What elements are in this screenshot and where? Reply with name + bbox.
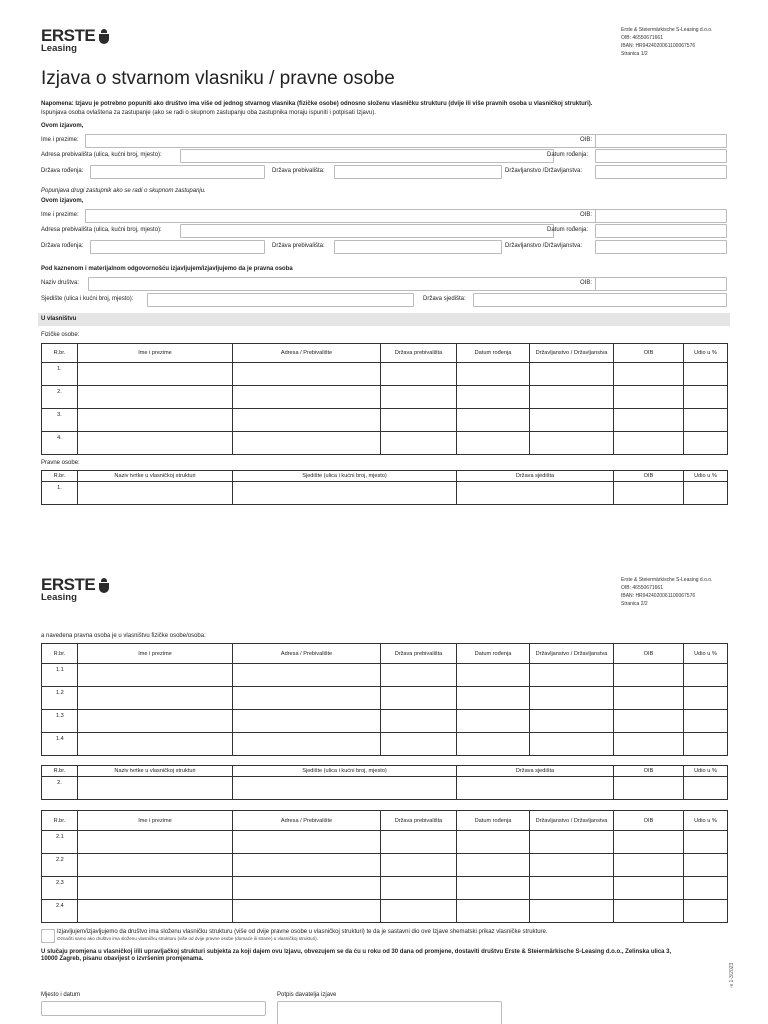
place-date-field[interactable]	[41, 1001, 266, 1016]
company-oib: OIB: 46550671661	[621, 35, 663, 41]
table-cell[interactable]	[684, 409, 728, 432]
page-2	[0, 560, 768, 1024]
table-cell[interactable]	[78, 482, 233, 505]
table-cell[interactable]	[457, 777, 614, 800]
table-cell[interactable]	[457, 664, 530, 687]
table-row	[42, 777, 728, 800]
table-cell[interactable]	[78, 363, 233, 386]
row-number: 2.	[42, 777, 78, 800]
table-cell[interactable]	[381, 877, 457, 900]
column-header: Naziv tvrtke u vlasničkoj strukturi	[78, 471, 233, 482]
column-header: Država prebivališta	[381, 644, 457, 664]
column-header: Ime i prezime	[78, 644, 233, 664]
row-number: 1.	[42, 482, 78, 505]
column-header: Državljanstvo / Državljanstva	[530, 811, 614, 831]
column-header: Država sjedišta	[457, 766, 614, 777]
row-number: 1.4	[42, 733, 78, 756]
column-header: Udio u %	[684, 644, 728, 664]
table-row	[42, 710, 728, 733]
company-naziv-field[interactable]	[88, 277, 608, 291]
second-rep-note: Popunjava drugi zastupnik ako se radi o skupnom zastupanju.	[41, 188, 206, 194]
column-header: Država sjedišta	[457, 471, 614, 482]
table-cell[interactable]	[233, 733, 381, 756]
drzava-prebivalista-label: Država prebivališta:	[272, 243, 325, 249]
table-cell[interactable]	[530, 710, 614, 733]
table-row	[42, 482, 728, 505]
p1-persons-table	[41, 343, 728, 455]
logo-sub: Leasing	[41, 43, 77, 54]
column-header: Naziv tvrtke u vlasničkoj strukturi	[78, 766, 233, 777]
table-cell[interactable]	[530, 687, 614, 710]
table-cell[interactable]	[381, 710, 457, 733]
page-number: Stranica 2/2	[621, 601, 648, 607]
rep1-drzavljanstvo-field[interactable]	[595, 165, 727, 179]
company-info	[621, 576, 712, 608]
place-date-label: Mjesto i datum	[41, 992, 81, 998]
rep1-drzava-rodjenja-field[interactable]	[90, 165, 265, 179]
checkbox-subtext: Označiti samo ako društvo ima složenu vlasničku strukturu (više od dvije pravne osobe (domaće ili strane) u vlasničkoj strukturi).	[57, 936, 318, 941]
table-cell[interactable]	[614, 710, 684, 733]
row-number: 2.3	[42, 877, 78, 900]
column-header: R.br.	[42, 644, 78, 664]
table-header-row	[42, 644, 728, 664]
company-iban: IBAN: HR9424020061100067576	[621, 593, 696, 599]
table-cell[interactable]	[457, 409, 530, 432]
rep2-drzava-rodjenja-field[interactable]	[90, 240, 265, 254]
company-sjediste-field[interactable]	[147, 293, 414, 307]
table-cell[interactable]	[457, 386, 530, 409]
table-cell[interactable]	[381, 854, 457, 877]
table-cell[interactable]	[614, 432, 684, 455]
table-cell[interactable]	[614, 386, 684, 409]
company-row-name	[41, 277, 727, 291]
table-cell[interactable]	[78, 777, 233, 800]
table-cell[interactable]	[684, 877, 728, 900]
table-cell[interactable]	[233, 854, 381, 877]
table-cell[interactable]	[530, 432, 614, 455]
column-header: R.br.	[42, 344, 78, 363]
table-cell[interactable]	[530, 900, 614, 923]
table-row	[42, 363, 728, 386]
table-cell[interactable]	[614, 687, 684, 710]
table-cell[interactable]	[233, 409, 381, 432]
drzava-rodjenja-label: Država rođenja:	[41, 168, 84, 174]
table-row	[42, 900, 728, 923]
table-cell[interactable]	[78, 386, 233, 409]
column-header: Adresa / Prebivalište	[233, 644, 381, 664]
table-cell[interactable]	[457, 482, 614, 505]
obligation-text-1: U slučaju promjena u vlasničkoj i/ili upravljačkoj strukturi subjekta za koji dajem ovu Izjavu, obvezujem se da ću u roku od 30 dana od promjene, dostaviti društvu Erste & Steiermärkische S-Leasing d.o.o., Zelinska ulica 3,	[41, 949, 672, 955]
row-number: 2.1	[42, 831, 78, 854]
rep2-row-country	[41, 240, 727, 254]
column-header: Sjedište (ulica i kućni broj, mjesto)	[233, 471, 457, 482]
table-cell[interactable]	[233, 664, 381, 687]
table-cell[interactable]	[684, 664, 728, 687]
p2-persons-table-a	[41, 643, 728, 756]
p2-intro: a navedena pravna osoba je u vlasništvu fizičke osobe/osoba:	[41, 633, 206, 639]
drzava-sjedista-label: Država sjedišta:	[423, 296, 466, 302]
table-row	[42, 831, 728, 854]
rep2-row-address	[41, 224, 727, 238]
drzava-rodjenja-label: Država rođenja:	[41, 243, 84, 249]
column-header: Udio u %	[684, 811, 728, 831]
table-cell[interactable]	[614, 733, 684, 756]
table-cell[interactable]	[614, 482, 684, 505]
company-name: Erste & Steiermärkische S-Leasing d.o.o.	[621, 27, 713, 33]
table-cell[interactable]	[457, 854, 530, 877]
p2-persons-table-b	[41, 810, 728, 923]
table-cell[interactable]	[78, 687, 233, 710]
table-cell[interactable]	[457, 687, 530, 710]
rep1-drzava-prebivalista-field[interactable]	[334, 165, 502, 179]
rep1-row-country	[41, 165, 727, 179]
rep1-adresa-field[interactable]	[180, 149, 554, 163]
table-cell[interactable]	[684, 710, 728, 733]
table-cell[interactable]	[381, 409, 457, 432]
table-header-row	[42, 344, 728, 363]
column-header: Adresa / Prebivalište	[233, 811, 381, 831]
company-oib: OIB: 46550671661	[621, 585, 663, 591]
table-cell[interactable]	[381, 432, 457, 455]
table-cell[interactable]	[233, 363, 381, 386]
table-cell[interactable]	[684, 854, 728, 877]
row-number: 1.1	[42, 664, 78, 687]
table-header-row	[42, 766, 728, 777]
company-drzava-sjedista-field[interactable]	[473, 293, 727, 307]
adresa-label: Adresa prebivališta (ulica, kućni broj, mjesto):	[41, 227, 162, 233]
p2-legal-table	[41, 765, 728, 800]
table-cell[interactable]	[684, 900, 728, 923]
note-text: Izjavu je potrebno popuniti ako društvo ima više od jednog stvarnog vlasnika (fizičke osobe) odnosno složenu vlasničku strukturu (dvije ili više pravnih osoba u vlasničkoj strukturi).	[75, 101, 593, 107]
table-cell[interactable]	[381, 386, 457, 409]
ovom-izjavom-2: Ovom izjavom,	[41, 198, 84, 204]
page-title: Izjava o stvarnom vlasniku / pravne osobe	[41, 68, 395, 89]
column-header: OIB	[614, 471, 684, 482]
table-cell[interactable]	[381, 664, 457, 687]
table-cell[interactable]	[78, 409, 233, 432]
company-oib-label: OIB:	[580, 280, 593, 286]
datum-label: Datum rođenja:	[547, 227, 589, 233]
table-cell[interactable]	[614, 363, 684, 386]
row-number: 3.	[42, 409, 78, 432]
column-header: Datum rođenja	[457, 644, 530, 664]
table-cell[interactable]	[530, 386, 614, 409]
drzava-prebivalista-label: Država prebivališta:	[272, 168, 325, 174]
naziv-label: Naziv društva:	[41, 280, 80, 286]
table-cell[interactable]	[233, 777, 457, 800]
table-cell[interactable]	[614, 831, 684, 854]
checkbox-text: Izjavljujem/izjavljujemo da društvo ima složenu vlasničku strukturu (više od dvije pravne osobe u vlasničkoj strukturi) te da je sastavni dio ove Izjave shematski prikaz vlasničke strukture.	[57, 929, 548, 935]
rep1-oib-field[interactable]	[595, 134, 727, 148]
table-row	[42, 877, 728, 900]
company-name: Erste & Steiermärkische S-Leasing d.o.o.	[621, 577, 713, 583]
table-cell[interactable]	[530, 664, 614, 687]
table-cell[interactable]	[684, 363, 728, 386]
table-cell[interactable]	[233, 386, 381, 409]
table-cell[interactable]	[614, 900, 684, 923]
table-cell[interactable]	[530, 363, 614, 386]
rep1-datum-field[interactable]	[595, 149, 727, 163]
table-cell[interactable]	[78, 710, 233, 733]
column-header: Država prebivališta	[381, 811, 457, 831]
table-cell[interactable]	[78, 432, 233, 455]
erste-leasing-logo	[41, 575, 109, 603]
table-cell[interactable]	[78, 831, 233, 854]
table-cell[interactable]	[684, 386, 728, 409]
logo-brand: ERSTE	[41, 575, 96, 594]
table-cell[interactable]	[233, 482, 457, 505]
ime-label: Ime i prezime:	[41, 137, 79, 143]
erste-s-icon	[99, 578, 109, 593]
column-header: Udio u %	[684, 471, 728, 482]
table-cell[interactable]	[78, 733, 233, 756]
ovom-izjavom-1: Ovom izjavom,	[41, 123, 84, 129]
table-cell[interactable]	[233, 710, 381, 733]
datum-label: Datum rođenja:	[547, 152, 589, 158]
table-cell[interactable]	[614, 877, 684, 900]
table-cell[interactable]	[233, 687, 381, 710]
table-cell[interactable]	[457, 710, 530, 733]
row-number: 2.	[42, 386, 78, 409]
pravne-osobe-label: Pravne osobe:	[41, 460, 80, 466]
table-cell[interactable]	[457, 831, 530, 854]
table-cell[interactable]	[684, 482, 728, 505]
erste-leasing-logo	[41, 26, 109, 54]
rep1-ime-field[interactable]	[85, 134, 605, 148]
fizicke-osobe-label: Fizičke osobe:	[41, 332, 80, 338]
row-number: 4.	[42, 432, 78, 455]
table-cell[interactable]	[457, 432, 530, 455]
signature-label: Potpis davatelja izjave	[277, 992, 337, 998]
table-cell[interactable]	[684, 432, 728, 455]
form-code: -v 1-3/2023	[729, 962, 735, 988]
table-cell[interactable]	[530, 831, 614, 854]
table-row	[42, 386, 728, 409]
rep2-drzavljanstvo-field[interactable]	[595, 240, 727, 254]
p1-legal-table	[41, 470, 728, 505]
table-row	[42, 664, 728, 687]
company-oib-field[interactable]	[595, 277, 727, 291]
table-cell[interactable]	[233, 831, 381, 854]
table-cell[interactable]	[530, 854, 614, 877]
column-header: Državljanstvo / Državljanstva	[530, 644, 614, 664]
table-cell[interactable]	[614, 664, 684, 687]
complex-structure-checkbox[interactable]	[41, 929, 55, 943]
table-cell[interactable]	[684, 777, 728, 800]
column-header: R.br.	[42, 766, 78, 777]
column-header: OIB	[614, 644, 684, 664]
obligation-text-2: 10000 Zagreb, pisanu obavijest o izvršenim promjenama.	[41, 956, 204, 962]
section-band	[38, 313, 730, 326]
table-cell[interactable]	[233, 900, 381, 923]
column-header: R.br.	[42, 811, 78, 831]
row-number: 1.	[42, 363, 78, 386]
oib-label: OIB:	[580, 212, 593, 218]
note-line-2: Ispunjava osoba ovlaštena za zastupanje (ako se radi o skupnom zastupanju oba zastupnika moraju ispuniti i potpisati Izjavu).	[41, 110, 376, 116]
table-cell[interactable]	[78, 854, 233, 877]
table-cell[interactable]	[530, 409, 614, 432]
sjediste-label: Sjedište (ulica i kućni broj, mjesto):	[41, 296, 134, 302]
column-header: Datum rođenja	[457, 344, 530, 363]
rep2-ime-field[interactable]	[85, 209, 605, 223]
table-cell[interactable]	[457, 733, 530, 756]
page-number: Stranica 1/2	[621, 51, 648, 57]
adresa-label: Adresa prebivališta (ulica, kućni broj, mjesto):	[41, 152, 162, 158]
table-cell[interactable]	[233, 877, 381, 900]
table-cell[interactable]	[381, 363, 457, 386]
column-header: Država prebivališta	[381, 344, 457, 363]
table-cell[interactable]	[78, 900, 233, 923]
column-header: OIB	[614, 811, 684, 831]
rep2-oib-field[interactable]	[595, 209, 727, 223]
note	[41, 101, 592, 107]
column-header: Datum rođenja	[457, 811, 530, 831]
rep2-row-name	[41, 209, 727, 223]
signature-field[interactable]	[277, 1001, 502, 1024]
table-cell[interactable]	[381, 687, 457, 710]
rep2-adresa-field[interactable]	[180, 224, 554, 238]
row-number: 2.2	[42, 854, 78, 877]
table-cell[interactable]	[614, 777, 684, 800]
table-header-row	[42, 471, 728, 482]
table-cell[interactable]	[78, 877, 233, 900]
table-cell[interactable]	[78, 664, 233, 687]
drzavljanstvo-label: Državljanstvo /Državljanstva:	[505, 168, 583, 174]
table-row	[42, 432, 728, 455]
table-cell[interactable]	[381, 900, 457, 923]
table-cell[interactable]	[614, 854, 684, 877]
table-header-row	[42, 811, 728, 831]
oib-label: OIB:	[580, 137, 593, 143]
logo-brand: ERSTE	[41, 26, 96, 45]
section-u-vlasnistvu: U vlasništvu	[41, 316, 77, 322]
liability-text: Pod kaznenom i materijalnom odgovornošću izjavljujem/izjavljujemo da je pravna osoba	[41, 266, 293, 272]
rep1-row-name	[41, 134, 727, 148]
row-number: 1.2	[42, 687, 78, 710]
table-row	[42, 854, 728, 877]
table-cell[interactable]	[457, 363, 530, 386]
table-row	[42, 409, 728, 432]
table-cell[interactable]	[530, 877, 614, 900]
column-header: OIB	[614, 766, 684, 777]
table-cell[interactable]	[233, 432, 381, 455]
table-cell[interactable]	[381, 733, 457, 756]
company-iban: IBAN: HR9424020061100067576	[621, 43, 696, 49]
column-header: Udio u %	[684, 766, 728, 777]
company-row-address	[41, 293, 727, 307]
rep2-datum-field[interactable]	[595, 224, 727, 238]
column-header: Državljanstvo / Državljanstva	[530, 344, 614, 363]
column-header: Sjedište (ulica i kućni broj, mjesto)	[233, 766, 457, 777]
table-cell[interactable]	[684, 687, 728, 710]
table-cell[interactable]	[381, 831, 457, 854]
column-header: Adresa / Prebivalište	[233, 344, 381, 363]
table-cell[interactable]	[614, 409, 684, 432]
column-header: Ime i prezime	[78, 344, 233, 363]
table-cell[interactable]	[457, 877, 530, 900]
ime-label: Ime i prezime:	[41, 212, 79, 218]
logo-sub: Leasing	[41, 592, 77, 603]
table-cell[interactable]	[684, 831, 728, 854]
table-cell[interactable]	[530, 733, 614, 756]
column-header: R.br.	[42, 471, 78, 482]
rep1-row-address	[41, 149, 727, 163]
row-number: 2.4	[42, 900, 78, 923]
table-row	[42, 733, 728, 756]
drzavljanstvo-label: Državljanstvo /Državljanstva:	[505, 243, 583, 249]
column-header: Udio u %	[684, 344, 728, 363]
rep2-drzava-prebivalista-field[interactable]	[334, 240, 502, 254]
erste-s-icon	[99, 29, 109, 44]
table-cell[interactable]	[457, 900, 530, 923]
company-info	[621, 26, 712, 58]
table-row	[42, 687, 728, 710]
column-header: OIB	[614, 344, 684, 363]
note-label: Napomena:	[41, 101, 74, 107]
column-header: Ime i prezime	[78, 811, 233, 831]
table-cell[interactable]	[684, 733, 728, 756]
row-number: 1.3	[42, 710, 78, 733]
